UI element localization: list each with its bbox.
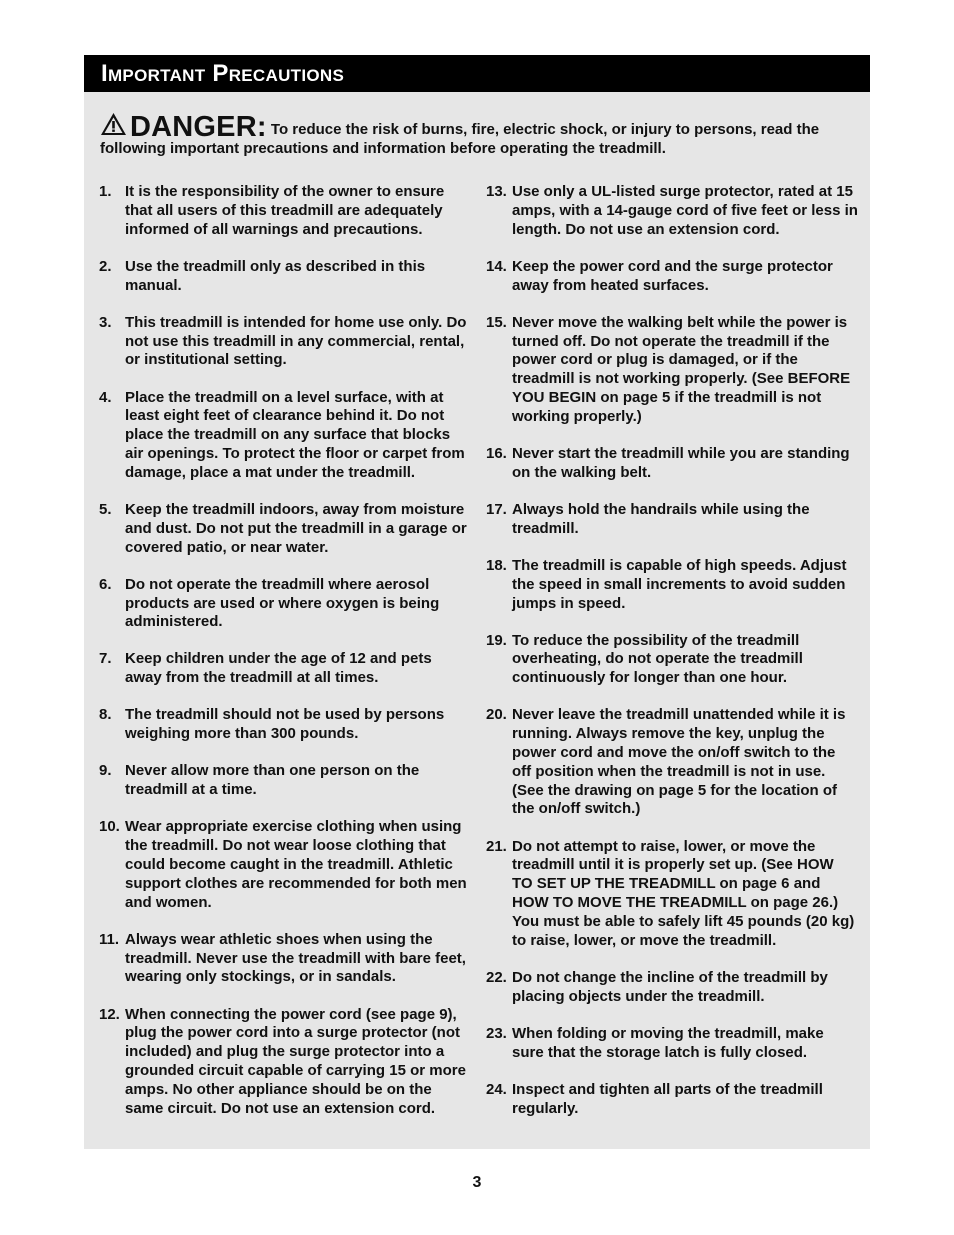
- precaution-text: Wear appropriate exercise clothing when using the treadmill. Do not wear loose clothing that could become caught in the treadmill. Athletic support clothes are recommended for both men and women.: [125, 818, 467, 911]
- precaution-item: [99, 762, 469, 800]
- precautions-column-right: [486, 183, 858, 1137]
- precaution-number: 14.: [486, 257, 507, 275]
- precaution-text: Always wear athletic shoes when using the treadmill. Never use the treadmill with bare feet, wearing only stockings, or in sandals.: [125, 930, 466, 986]
- precaution-text: Use the treadmill only as described in this manual.: [125, 257, 426, 294]
- precaution-text: Use only a UL-listed surge protector, rated at 15 amps, with a 14-gauge cord of five feet or less in length. Do not use an extension cord.: [512, 183, 858, 238]
- precaution-item: [486, 183, 858, 239]
- precaution-item: [99, 501, 469, 557]
- page-number: 3: [472, 1174, 482, 1191]
- precaution-item: [99, 818, 469, 912]
- precaution-text: Do not operate the treadmill where aerosol products are used or where oxygen is being administered.: [125, 575, 440, 631]
- precautions-panel: [84, 55, 870, 1149]
- precaution-text: Place the treadmill on a level surface, with at least eight feet of clearance behind it. Do not place the treadmill on any surface that blocks air openings. To protect the floor or carpet from damage, place a mat under the treadmill.: [125, 388, 465, 481]
- precaution-number: 8.: [99, 706, 112, 724]
- precaution-text: It is the responsibility of the owner to ensure that all users of this treadmill are adequately informed of all warnings and precautions.: [125, 183, 445, 238]
- precaution-item: [99, 314, 469, 370]
- precaution-number: 18.: [486, 556, 507, 574]
- precaution-item: [99, 576, 469, 632]
- precautions-column-left: [99, 183, 469, 1137]
- precaution-text: Never leave the treadmill unattended while it is running. Always remove the key, unplug the power cord and move the on/off switch to the off position when the treadmill is not in use. (See the drawing on page 5 for the location of the on/off switch.): [512, 706, 846, 818]
- precaution-number: 17.: [486, 500, 507, 518]
- danger-text: To reduce the risk of burns, fire, electric shock, or injury to persons, read the following important precautions and information before operating the treadmill.: [100, 121, 820, 157]
- precaution-number: 9.: [99, 762, 112, 780]
- precaution-text: Do not change the incline of the treadmill by placing objects under the treadmill.: [512, 968, 828, 1005]
- title-bar: [84, 55, 870, 92]
- page-title: Important Precautions: [101, 60, 345, 87]
- precaution-text: Do not attempt to raise, lower, or move the treadmill until it is properly set up. (See HOW TO SET UP THE TREADMILL on page 6 and HOW TO MOVE THE TREADMILL on page 26.) You must be able to safely lift 45 pounds (20 kg) to raise, lower, or move the treadmill.: [512, 837, 855, 949]
- precaution-text: Keep the power cord and the surge protector away from heated surfaces.: [512, 257, 833, 294]
- precaution-number: 11.: [99, 930, 120, 948]
- precaution-text: Never move the walking belt while the power is turned off. Do not operate the treadmill if the power cord or plug is damaged, or if the treadmill is not working properly. (See BEFORE YOU BEGIN on page 5 if the treadmill is not working properly.): [512, 313, 851, 425]
- precaution-item: [486, 706, 858, 819]
- precaution-text: When connecting the power cord (see page 9), plug the power cord into a surge protector (not included) and plug the surge protector into a grounded circuit capable of carrying 15 or more amps. No other appliance should be on the same circuit. Do not use an extension cord.: [125, 1005, 466, 1117]
- danger-label: DANGER:: [130, 111, 267, 143]
- precaution-item: [99, 183, 469, 239]
- precaution-text: The treadmill is capable of high speeds. Adjust the speed in small increments to avoid sudden jumps in speed.: [512, 556, 847, 612]
- precaution-number: 5.: [99, 500, 112, 518]
- precaution-item: [99, 931, 469, 987]
- precaution-item: [486, 838, 858, 951]
- precaution-item: [486, 969, 858, 1007]
- precaution-number: 20.: [486, 706, 507, 724]
- precaution-number: 6.: [99, 575, 112, 593]
- precaution-number: 21.: [486, 837, 507, 855]
- precaution-text: The treadmill should not be used by persons weighing more than 300 pounds.: [125, 706, 445, 743]
- warning-triangle-icon: [100, 112, 127, 136]
- precaution-text: When folding or moving the treadmill, make sure that the storage latch is fully closed.: [512, 1024, 824, 1061]
- precaution-item: [486, 314, 858, 427]
- precaution-item: [486, 445, 858, 483]
- precaution-item: [99, 1006, 469, 1119]
- danger-notice: [100, 112, 856, 158]
- precaution-text: Inspect and tighten all parts of the treadmill regularly.: [512, 1080, 823, 1117]
- precaution-item: [486, 258, 858, 296]
- precaution-number: 7.: [99, 650, 112, 668]
- precaution-text: Keep the treadmill indoors, away from moisture and dust. Do not put the treadmill in a garage or covered patio, or near water.: [125, 500, 467, 556]
- precaution-item: [486, 1081, 858, 1119]
- precaution-item: [486, 632, 858, 688]
- precaution-text: Always hold the handrails while using the treadmill.: [512, 500, 810, 537]
- precaution-number: 23.: [486, 1024, 507, 1042]
- precaution-item: [99, 258, 469, 296]
- precaution-text: This treadmill is intended for home use only. Do not use this treadmill in any commercial, rental, or institutional setting.: [125, 313, 467, 369]
- precaution-item: [99, 706, 469, 744]
- precaution-number: 10.: [99, 818, 120, 836]
- precaution-number: 2.: [99, 257, 112, 275]
- precaution-number: 13.: [486, 183, 507, 200]
- precaution-text: Never allow more than one person on the treadmill at a time.: [125, 762, 420, 799]
- precaution-item: [486, 557, 858, 613]
- precaution-number: 22.: [486, 968, 507, 986]
- precaution-number: 4.: [99, 388, 112, 406]
- precaution-text: To reduce the possibility of the treadmill overheating, do not operate the treadmill continuously for longer than one hour.: [512, 631, 803, 687]
- precaution-number: 12.: [99, 1005, 120, 1023]
- precaution-item: [99, 650, 469, 688]
- precaution-text: Never start the treadmill while you are standing on the walking belt.: [512, 444, 850, 481]
- precaution-item: [486, 501, 858, 539]
- precaution-number: 3.: [99, 313, 112, 331]
- precaution-number: 1.: [99, 183, 112, 200]
- precaution-number: 19.: [486, 631, 507, 649]
- precaution-text: Keep children under the age of 12 and pets away from the treadmill at all times.: [125, 650, 432, 687]
- precaution-item: [99, 389, 469, 483]
- precaution-number: 24.: [486, 1080, 507, 1098]
- precaution-number: 16.: [486, 444, 507, 462]
- precaution-item: [486, 1025, 858, 1063]
- precaution-number: 15.: [486, 313, 507, 331]
